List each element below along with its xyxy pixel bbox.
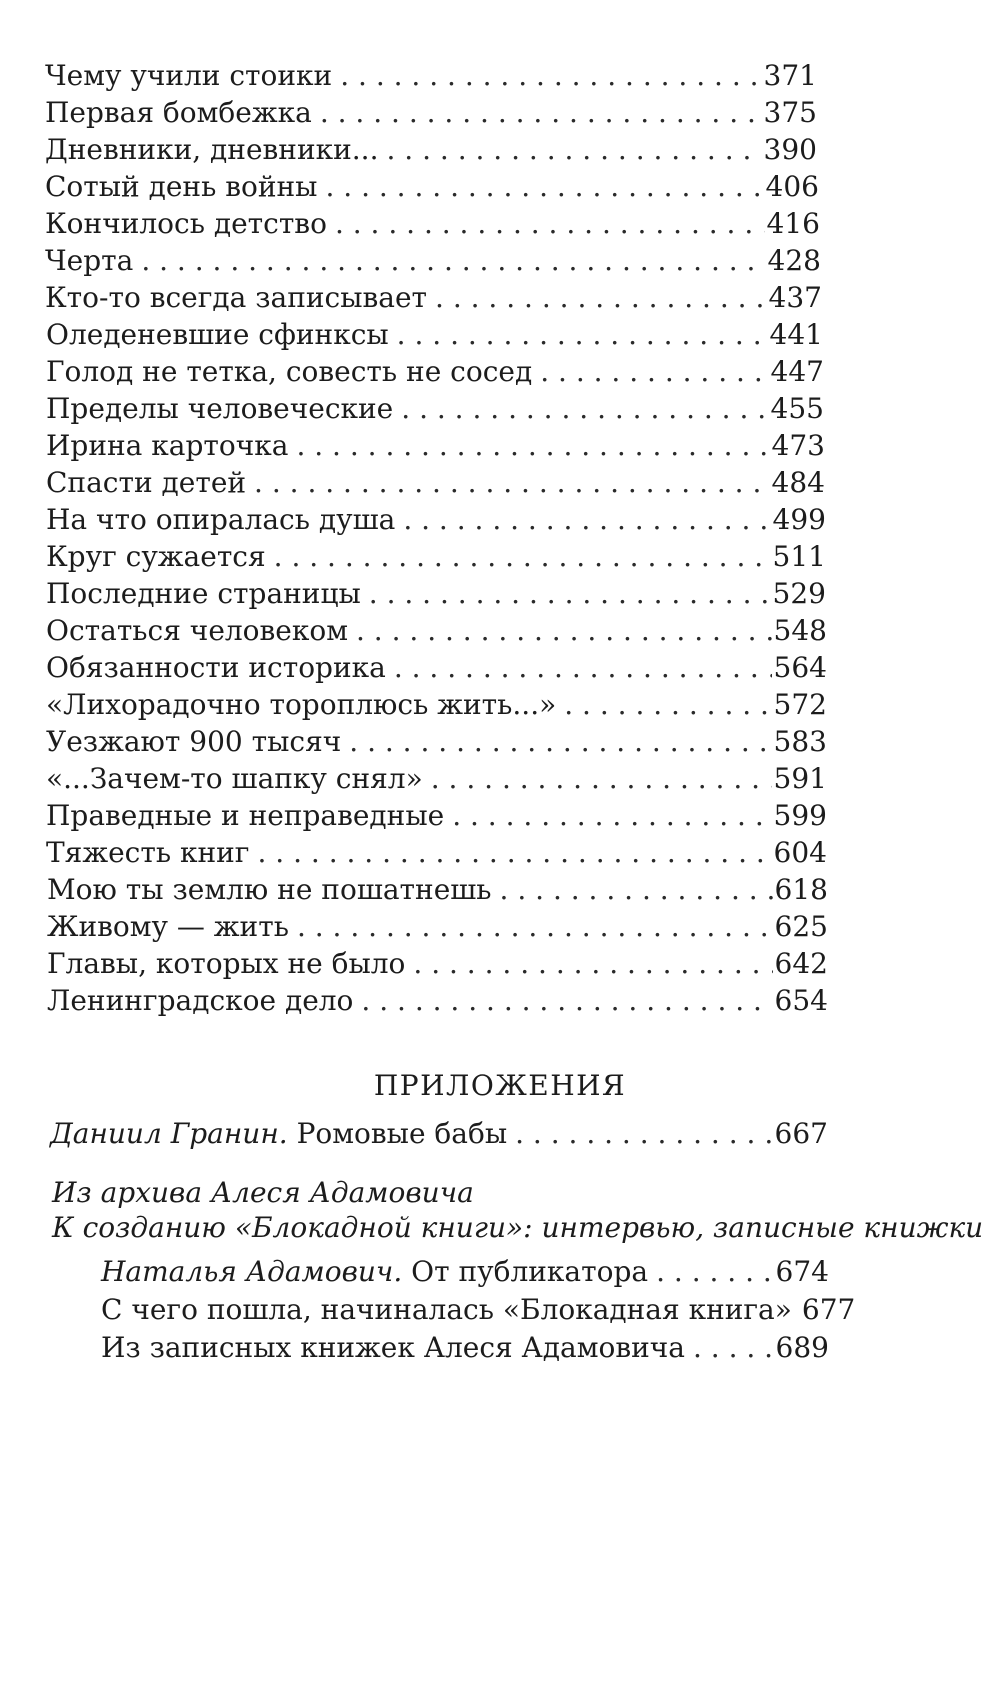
dot-leader	[401, 389, 768, 429]
dot-leader	[141, 241, 765, 281]
toc-entry-title: Тяжесть книг	[46, 836, 250, 869]
toc-entry-title: «...Зачем-то шапку снял»	[46, 762, 423, 795]
toc-entry-title: Мою ты землю не пошатнешь	[47, 873, 492, 906]
dot-leader	[397, 315, 768, 355]
toc-entry-title: «Лихорадочно тороплюсь жить...»	[46, 688, 557, 721]
toc-entry[interactable]	[46, 722, 827, 762]
dot-leader	[335, 204, 765, 244]
toc-entry-title: Первая бомбежка	[45, 96, 312, 129]
toc-entry-title: Ирина карточка	[46, 429, 289, 462]
toc-entry[interactable]	[46, 611, 827, 651]
toc-entry-page: 618	[774, 873, 828, 906]
toc-entry[interactable]	[45, 167, 819, 207]
toc-entry-title: На что опиралась душа	[46, 503, 396, 536]
dot-leader	[297, 907, 773, 947]
toc-entry[interactable]	[45, 278, 822, 318]
toc-entry[interactable]	[45, 56, 817, 96]
toc-entry-title: С чего пошла, начиналась «Блокадная книга»	[101, 1293, 792, 1326]
toc-entry-page: 625	[774, 910, 828, 943]
dot-leader	[369, 574, 771, 614]
toc-entry-page: 572	[773, 688, 827, 721]
toc-entry[interactable]	[46, 389, 824, 429]
toc-entry-page: 484	[771, 466, 825, 499]
archive-entry[interactable]	[101, 1328, 829, 1368]
toc-entry-page: 447	[770, 355, 824, 388]
dot-leader	[257, 833, 771, 873]
toc-entry-page: 677	[801, 1293, 856, 1326]
toc-entry[interactable]	[46, 685, 827, 725]
toc-entry[interactable]	[45, 241, 821, 281]
toc-entry-page: 390	[763, 133, 817, 166]
dot-leader	[320, 93, 762, 133]
toc-entry-page: 564	[773, 651, 827, 684]
toc-entry[interactable]	[46, 796, 827, 836]
toc-entry[interactable]	[46, 648, 827, 688]
toc-entry[interactable]	[45, 93, 817, 133]
work-title: Ромовые бабы	[296, 1117, 508, 1150]
toc-entry-title	[101, 1252, 656, 1292]
dot-leader	[296, 426, 769, 466]
toc-entry-page: 441	[769, 318, 823, 351]
archive-subtitle: К созданию «Блокадной книги»: интервью, записные книжки	[52, 1211, 984, 1244]
archive-entry[interactable]	[101, 1290, 856, 1330]
toc-entry-title: Сотый день войны	[45, 170, 318, 203]
toc-entry[interactable]	[47, 981, 828, 1021]
archive-title: Из архива Алеся Адамовича	[52, 1176, 474, 1209]
dot-leader	[361, 981, 772, 1021]
author-name: Наталья Адамович.	[101, 1255, 403, 1288]
toc-entry[interactable]	[46, 574, 826, 614]
toc-entry[interactable]	[46, 759, 827, 799]
dot-leader	[515, 1114, 772, 1154]
toc-entry[interactable]	[46, 315, 823, 355]
toc-entry-page: 371	[763, 59, 817, 92]
dot-leader	[356, 611, 772, 651]
toc-entry-title: Ленинградское дело	[47, 984, 354, 1017]
toc-entry-page: 511	[772, 540, 826, 573]
work-title: От публикатора	[411, 1255, 649, 1288]
toc-entry[interactable]	[46, 537, 826, 577]
dot-leader	[340, 56, 761, 96]
dot-leader	[254, 463, 770, 503]
dot-leader	[274, 537, 771, 577]
dot-leader	[435, 278, 767, 318]
dot-leader	[431, 759, 772, 799]
toc-entry-title: Обязанности историка	[46, 651, 386, 684]
dot-leader	[693, 1328, 774, 1368]
dot-leader	[540, 352, 768, 392]
dot-leader	[564, 685, 771, 725]
toc-entry-title: Оледеневшие сфинксы	[46, 318, 389, 351]
toc-entry-title: Живому — жить	[47, 910, 289, 943]
dot-leader	[394, 648, 772, 688]
toc-entry-title	[50, 1114, 515, 1154]
toc-entry-page: 604	[773, 836, 827, 869]
toc-entry[interactable]	[46, 833, 827, 873]
toc-entry-page: 642	[774, 947, 828, 980]
toc-entry[interactable]	[47, 870, 828, 910]
toc-entry-page: 375	[763, 96, 817, 129]
toc-entry-title: Праведные и неправедные	[46, 799, 445, 832]
toc-entry[interactable]	[47, 907, 828, 947]
toc-entry-page: 455	[770, 392, 824, 425]
toc-entry-title: Дневники, дневники...	[45, 133, 379, 166]
toc-entry-page: 548	[773, 614, 827, 647]
dot-leader	[452, 796, 771, 836]
toc-entry[interactable]	[46, 500, 826, 540]
toc-entry-title: Черта	[45, 244, 134, 277]
toc-entry-title: Остаться человеком	[46, 614, 348, 647]
toc-entry-page: 599	[773, 799, 827, 832]
toc-entry[interactable]	[45, 204, 820, 244]
toc-entry[interactable]	[46, 352, 824, 392]
toc-entry-title: Уезжают 900 тысяч	[46, 725, 342, 758]
appendix-granin-entry[interactable]	[50, 1114, 828, 1154]
toc-entry-page: 654	[774, 984, 828, 1017]
toc-entry-page: 583	[773, 725, 827, 758]
toc-entry-title: Спасти детей	[46, 466, 247, 499]
toc-entry-page: 674	[775, 1255, 829, 1288]
toc-entry-title: Кто-то всегда записывает	[45, 281, 428, 314]
appendix-heading: ПРИЛОЖЕНИЯ	[373, 1069, 627, 1102]
toc-entry-title: Круг сужается	[46, 540, 266, 573]
toc-entry-page: 406	[765, 170, 819, 203]
toc-entry[interactable]	[47, 944, 828, 984]
archive-entry[interactable]	[101, 1252, 829, 1292]
toc-entry-title: Голод не тетка, совесть не сосед	[46, 355, 533, 388]
dot-leader	[403, 500, 770, 540]
toc-entry-page: 437	[768, 281, 822, 314]
dot-leader	[500, 870, 773, 910]
toc-entry-page: 416	[766, 207, 820, 240]
dot-leader	[656, 1252, 773, 1292]
author-name: Даниил Гранин.	[50, 1117, 288, 1150]
toc-entry-page: 499	[772, 503, 826, 536]
toc-entry[interactable]	[45, 130, 817, 170]
toc-entry[interactable]	[46, 463, 825, 503]
toc-entry[interactable]	[46, 426, 825, 466]
toc-entry-title: Главы, которых не было	[47, 947, 406, 980]
toc-entry-page: 529	[772, 577, 826, 610]
dot-leader	[349, 722, 771, 762]
toc-entry-title: Чему учили стоики	[45, 59, 333, 92]
toc-entry-page: 689	[775, 1331, 829, 1364]
toc-entry-title: Кончилось детство	[45, 207, 327, 240]
dot-leader	[413, 944, 772, 984]
toc-entry-title: Из записных книжек Алеся Адамовича	[101, 1331, 685, 1364]
toc-entry-title: Последние страницы	[46, 577, 361, 610]
toc-entry-page: 428	[767, 244, 821, 277]
dot-leader	[386, 130, 761, 170]
toc-entry-title: Пределы человеческие	[46, 392, 394, 425]
toc-entry-page: 591	[773, 762, 827, 795]
dot-leader	[325, 167, 763, 207]
toc-entry-page: 667	[774, 1117, 828, 1150]
toc-entry-page: 473	[771, 429, 825, 462]
